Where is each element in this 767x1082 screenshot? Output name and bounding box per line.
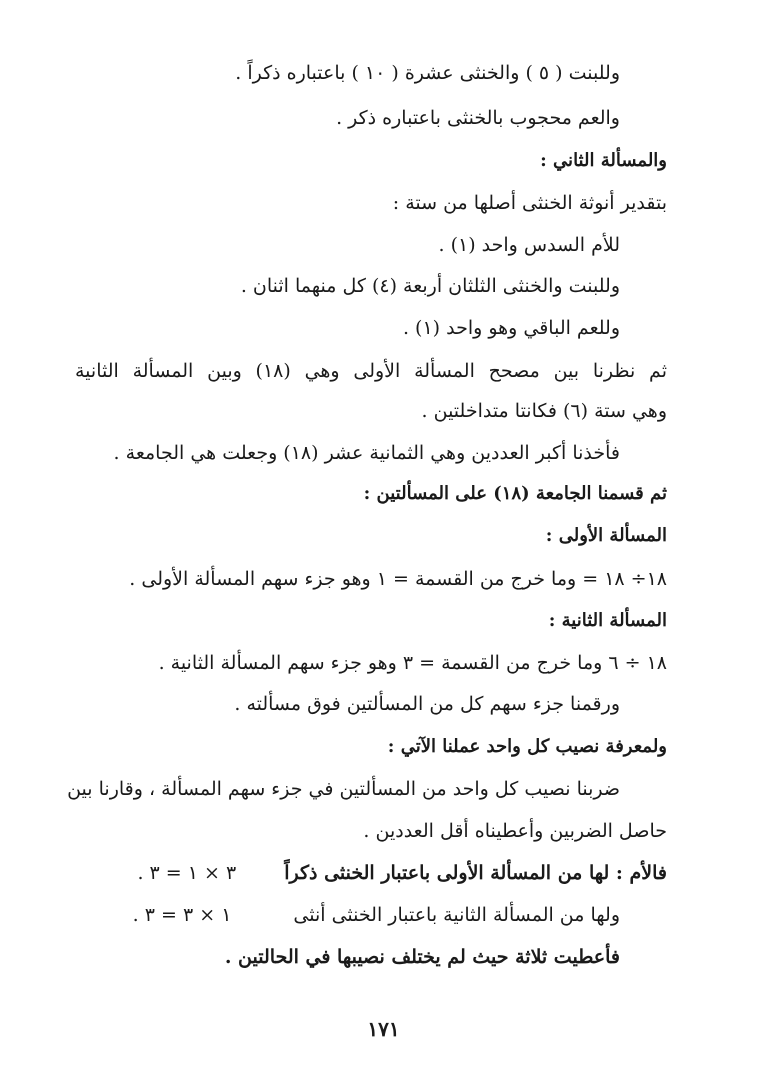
text-line-1: وللبنت ( ٥ ) والخنثى عشرة ( ١٠ ) باعتباره ذكراً . <box>235 62 620 84</box>
text-line-2: والعم محجوب بالخنثى باعتباره ذكر . <box>336 107 620 129</box>
text-line-11: ضربنا نصيب كل واحد من المسألتين في جزء سهم المسألة ، وقارنا بين <box>67 778 620 800</box>
mother-share-text-1: فالأم : لها من المسألة الأولى باعتبار الخنثى ذكراً <box>284 862 667 884</box>
text-line-10: ورقمنا جزء سهم كل من المسألتين فوق مسألته . <box>234 693 620 715</box>
section-heading-shares: ولمعرفة نصيب كل واحد عملنا الآتي : <box>387 736 667 757</box>
text-line-7: ثم نظرنا بين مصحح المسألة الأولى وهي (١٨) وبين المسألة الثانية <box>75 360 667 382</box>
page-number: ١٧١ <box>367 1017 400 1041</box>
mother-share-calc-2: ١ × ٣ = ٣ . <box>132 904 232 926</box>
text-line-9: فأخذنا أكبر العددين وهي الثمانية عشر (١٨) وجعلت هي الجامعة . <box>113 442 620 464</box>
calc-line-first-case: ١٨÷ ١٨ = وما خرج من القسمة = ١ وهو جزء سهم المسألة الأولى . <box>129 568 667 590</box>
section-heading-second-case: والمسألة الثاني : <box>540 150 667 171</box>
mother-share-line-1 <box>70 858 667 888</box>
text-line-4: للأم السدس واحد (١) . <box>438 234 620 256</box>
mother-share-line-2 <box>70 900 620 930</box>
section-heading-division: ثم قسمنا الجامعة (١٨) على المسألتين : <box>363 483 667 504</box>
text-line-5: وللبنت والخنثى الثلثان أربعة (٤) كل منهما اثنان . <box>240 275 620 297</box>
text-line-12: حاصل الضربين وأعطيناه أقل العددين . <box>363 820 667 842</box>
text-line-6: وللعم الباقي وهو واحد (١) . <box>402 317 620 339</box>
conclusion-line: فأعطيت ثلاثة حيث لم يختلف نصيبها في الحالتين . <box>224 946 620 968</box>
mother-share-calc-1: ٣ × ١ = ٣ . <box>137 862 237 884</box>
calc-line-second-case: ١٨ ÷ ٦ وما خرج من القسمة = ٣ وهو جزء سهم المسألة الثانية . <box>158 652 667 674</box>
section-heading-first-case: المسألة الأولى : <box>545 525 667 546</box>
mother-share-text-2: ولها من المسألة الثانية باعتبار الخنثى أنثى <box>293 904 620 926</box>
text-line-3: بتقدير أنوثة الخنثى أصلها من ستة : <box>392 192 667 214</box>
text-line-8: وهي ستة (٦) فكانتا متداخلتين . <box>421 400 667 422</box>
section-heading-second-case-2: المسألة الثانية : <box>548 610 667 631</box>
